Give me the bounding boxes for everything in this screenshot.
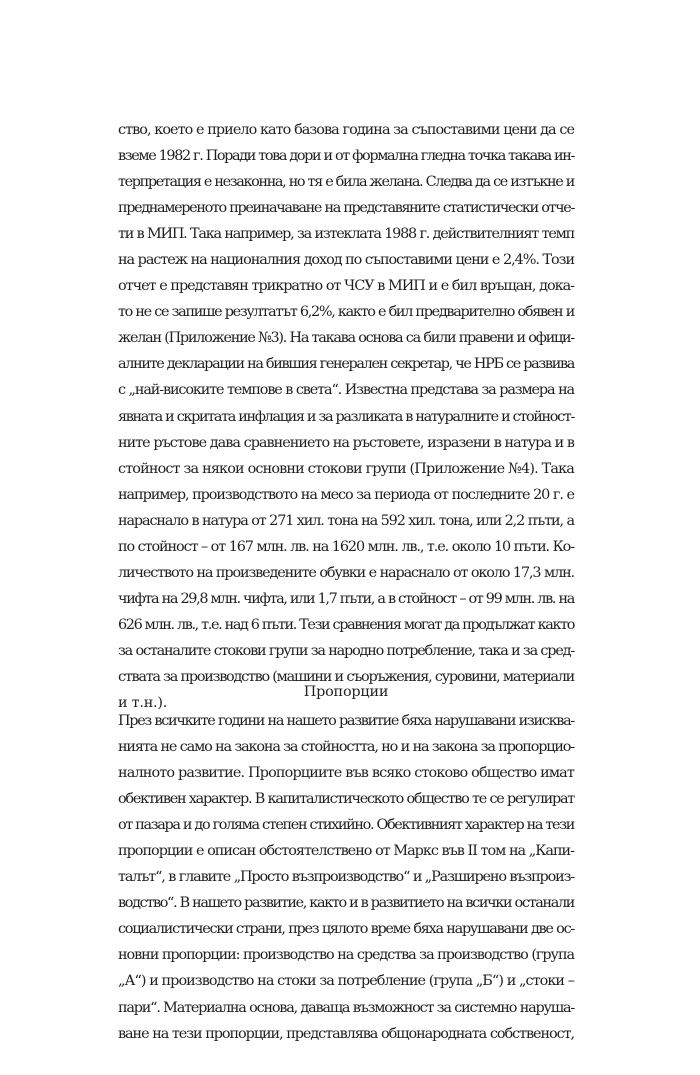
body-paragraph-1 [118,117,574,716]
text-line: и т.н.). [118,695,168,712]
text-line: налното развитие. Пропорциите във всяко стоково общество имат [118,765,574,782]
text-line: пари“. Материална основа, даваща възможност за системно наруша- [118,999,574,1016]
text-line: от пазара и до голяма степен стихийно. Обективният характер на тези [118,817,574,834]
text-line: отчет е представян трикратно от ЧСУ в МИП и е бил връщан, дока- [118,278,574,295]
text-line: алните декларации на бившия генерален секретар, че НРБ се развива [118,356,574,373]
section-heading: Пропорции [303,684,389,700]
text-line: преднамереното преиначаване на представяните статистически отче- [118,200,574,217]
text-line: то не се запише резултатът 6,2%, както е бил предварително обявен и [118,304,574,321]
text-line: явната и скритата инфлация и за разликата в натуралните и стойност- [118,408,574,425]
body-paragraph-2 [118,708,574,1047]
text-line: за останалите стокови групи за народно потребление, така и за сред- [118,642,574,659]
text-line: „А“) и производство на стоки за потребление (група „Б“) и „стоки – [118,973,574,990]
text-line: социалистически страни, през цялото време бяха нарушавани две ос- [118,921,574,938]
text-line: например, производството на месо за периода от последните 20 г. е [118,486,574,503]
text-line: обективен характер. В капиталистическото общество те се регулират [118,791,574,808]
text-line: ти в МИП. Така например, за изтеклата 1988 г. действителният темп [118,226,574,243]
text-line: талът“, в главите „Просто възпроизводство“ и „Разширено възпроиз- [118,869,574,886]
text-line: ване на тези пропорции, представлява общонародната собственост, [118,1025,574,1042]
text-line: терпретация е незаконна, но тя е била желана. Следва да се изтъкне и [118,174,574,191]
text-line: стойност за някои основни стокови групи (Приложение №4). Така [118,460,574,477]
text-line: желан (Приложение №3). На такава основа са били правени и офици- [118,330,574,347]
text-line: нията не само на закона за стойността, но и на закона за пропорцио- [118,739,574,756]
text-line: пропорции е описан обстоятелствено от Маркс във II том на „Капи- [118,843,574,860]
text-line: 626 млн. лв., т.е. над 6 пъти. Тези сравнения могат да продължат както [118,616,574,633]
text-line: ните ръстове дава сравнението на ръстовете, изразени в натура и в [118,434,574,451]
text-line: новни пропорции: производство на средства за производство (група [118,947,574,964]
text-line: През всичките години на нашето развитие бяха нарушавани изисква- [118,713,574,729]
text-line: личеството на произведените обувки е нараснало от около 17,3 млн. [118,564,574,581]
text-line: водство“. В нашето развитие, както и в развитието на всички останали [118,895,574,912]
text-line: вземе 1982 г. Поради това дори и от формална гледна точка такава ин- [118,148,574,165]
text-line: с „най-високите темпове в света“. Известна представа за размера на [118,382,574,399]
text-line: по стойност – от 167 млн. лв. на 1620 млн. лв., т.е. около 10 пъти. Ко- [118,538,574,555]
text-line: ствата за производство (машини и съоръжения, суровини, материали [118,668,574,685]
text-line: нараснало в натура от 271 хил. тона на 592 хил. тона, или 2,2 пъти, а [118,512,574,529]
text-line: ство, което е приело като базова година за съпоставими цени да се [118,122,574,138]
text-line: чифта на 29,8 млн. чифта, или 1,7 пъти, а в стойност – от 99 млн. лв. на [118,590,574,607]
text-line: на растеж на националния доход по съпоставими цени е 2,4%. Този [118,252,574,269]
